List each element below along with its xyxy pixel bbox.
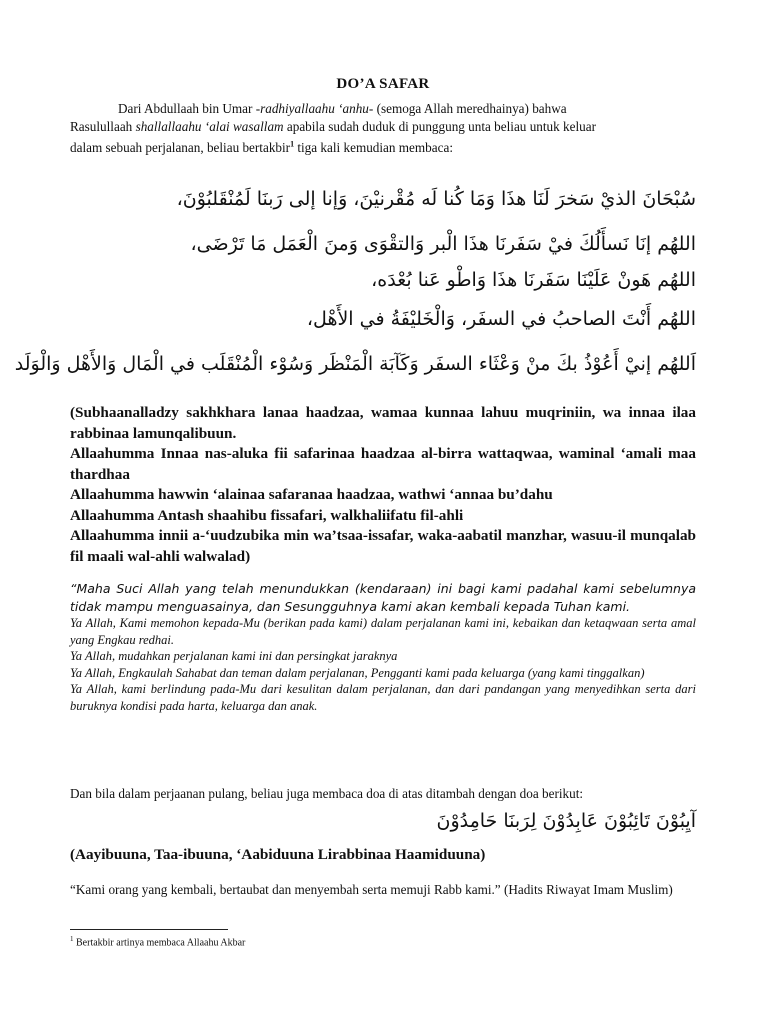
intro-text: (semoga Allah meredhainya) bahwa: [373, 101, 567, 116]
page-title: DO’A SAFAR: [336, 76, 430, 92]
intro-text: apabila sudah duduk di punggung unta beliau untuk keluar: [283, 119, 596, 134]
transliteration-line: (Subhaanalladzy sakhkhara lanaa haadzaa, wamaa kunnaa lahuu muqriniin, wa innaa ilaa rabbinaa lamunqalibuun.: [70, 404, 696, 442]
transliteration-line: Allaahumma Antash shaahibu fissafari, walkhaliifatu fil-ahli: [70, 506, 464, 524]
intro-line-2: [70, 119, 596, 134]
translation-first: “Maha Suci Allah yang telah menundukkan (kendaraan) ini bagi kami padahal kami sebelumnya tidak mampu menguasainya, dan Sesungguhnya kami akan kembali kepada Tuhan kami.: [70, 581, 696, 614]
intro-line-3: [70, 140, 453, 155]
footnote-divider: [70, 929, 228, 930]
translation-line: Ya Allah, Engkaulah Sahabat dan teman dalam perjalanan, Pengganti kami pada keluarga (yang kami tinggalkan): [70, 665, 645, 680]
arabic-line-2: اللهُم إنَا نَسأَلُكَ فيْ سَفَرنَا هذَا الْبر وَالتقْوَى وَمنَ الْعَمَل مَا تَرْضَى،: [190, 233, 696, 255]
footnote-text: Bertakbir artinya membaca Allaahu Akbar: [73, 937, 246, 949]
transliteration-block: [70, 403, 696, 567]
transliteration-line: Allaahumma Innaa nas-aluka fii safarinaa haadzaa al-birra wattaqwaa, waminal ‘amali maa thardhaa: [70, 445, 696, 483]
arabic-line-1: سُبْحَانَ الذيْ سَخرَ لَنَا هذَا وَمَا كُنا لَه مُقْرنيْنَ، وَإنا إلى رَبنَا لَمُنْقَلبُوْنَ،: [176, 188, 696, 210]
document-page: [14, 0, 696, 1024]
intro-line-1: [70, 100, 696, 118]
arabic-line-3: اللهُم هَونْ عَلَيْنَا سَفَرنَا هذَا وَاطْو عَنا بُعْدَه،: [371, 269, 696, 291]
return-transliteration: (Aayibuuna, Taa-ibuuna, ‘Aabiduuna Lirabbinaa Haamiduuna): [70, 846, 486, 863]
return-translation: “Kami orang yang kembali, bertaubat dan menyembah serta memuji Rabb kami.” (Hadits Riwayat Imam Muslim): [70, 882, 673, 897]
translation-line: Ya Allah, kami berlindung pada-Mu dari kesulitan dalam perjalanan, dan dari pandangan yang menyedihkan serta dari buruknya kondisi pada harta, keluarga dan anak.: [70, 682, 696, 713]
intro-text: dalam sebuah perjalanan, beliau bertakbir: [70, 140, 291, 156]
footnote: [70, 935, 245, 948]
footnote-mark: 1: [70, 935, 74, 943]
transliteration-line: Allaahumma hawwin ‘alainaa safaranaa haadzaa, wathwi ‘annaa bu’dahu: [70, 486, 553, 503]
return-intro: Dan bila dalam perjaanan pulang, beliau juga membaca doa di atas ditambah dengan doa berikut:: [70, 786, 584, 801]
intro-italic-salawat: shallallaahu ‘alai wasallam: [135, 119, 284, 134]
intro-italic-radhi: radhiyallaahu ‘anhu-: [260, 101, 374, 116]
return-arabic: آيِبُوْنَ تَائِبُوْنَ عَابِدُوْنَ لِرَبنَا حَامِدُوْنَ: [436, 810, 696, 832]
translation-line: Ya Allah, mudahkan perjalanan kami ini dan persingkat jaraknya: [70, 649, 398, 663]
translation-line: Ya Allah, Kami memohon kepada-Mu (berikan pada kami) dalam perjalanan kami ini, kebaikan dan ketaqwaan serta amal yang Engkau redhai.: [70, 616, 696, 647]
intro-text: Dari Abdullaah bin Umar -: [118, 101, 261, 116]
footnote-reference[interactable]: 1: [290, 140, 295, 149]
arabic-line-5: اَللهُم إنيْ أَعُوْذُ بكَ منْ وَعْثَاء السفَر وَكَآبَة الْمَنْظَر وَسُوْء الْمُنْقَلَب في الْمَال وَالأَهْل وَالْوَلَد: [14, 353, 696, 375]
translation-block: [70, 580, 696, 714]
intro-paragraph: [70, 100, 696, 157]
intro-text: Rasulullaah: [70, 119, 136, 134]
intro-text: tiga kali kemudian membaca:: [294, 140, 453, 156]
transliteration-line: Allaahumma innii a-‘uudzubika min wa’tsaa-issafar, waka-aabatil manzhar, wasuu-il munqalab fil maali wal-ahli walwalad): [70, 527, 696, 565]
arabic-line-4: اللهُم أَنْتَ الصاحبُ في السفَر، وَالْخَليْفَةُ في الأَهْل،: [306, 308, 696, 330]
